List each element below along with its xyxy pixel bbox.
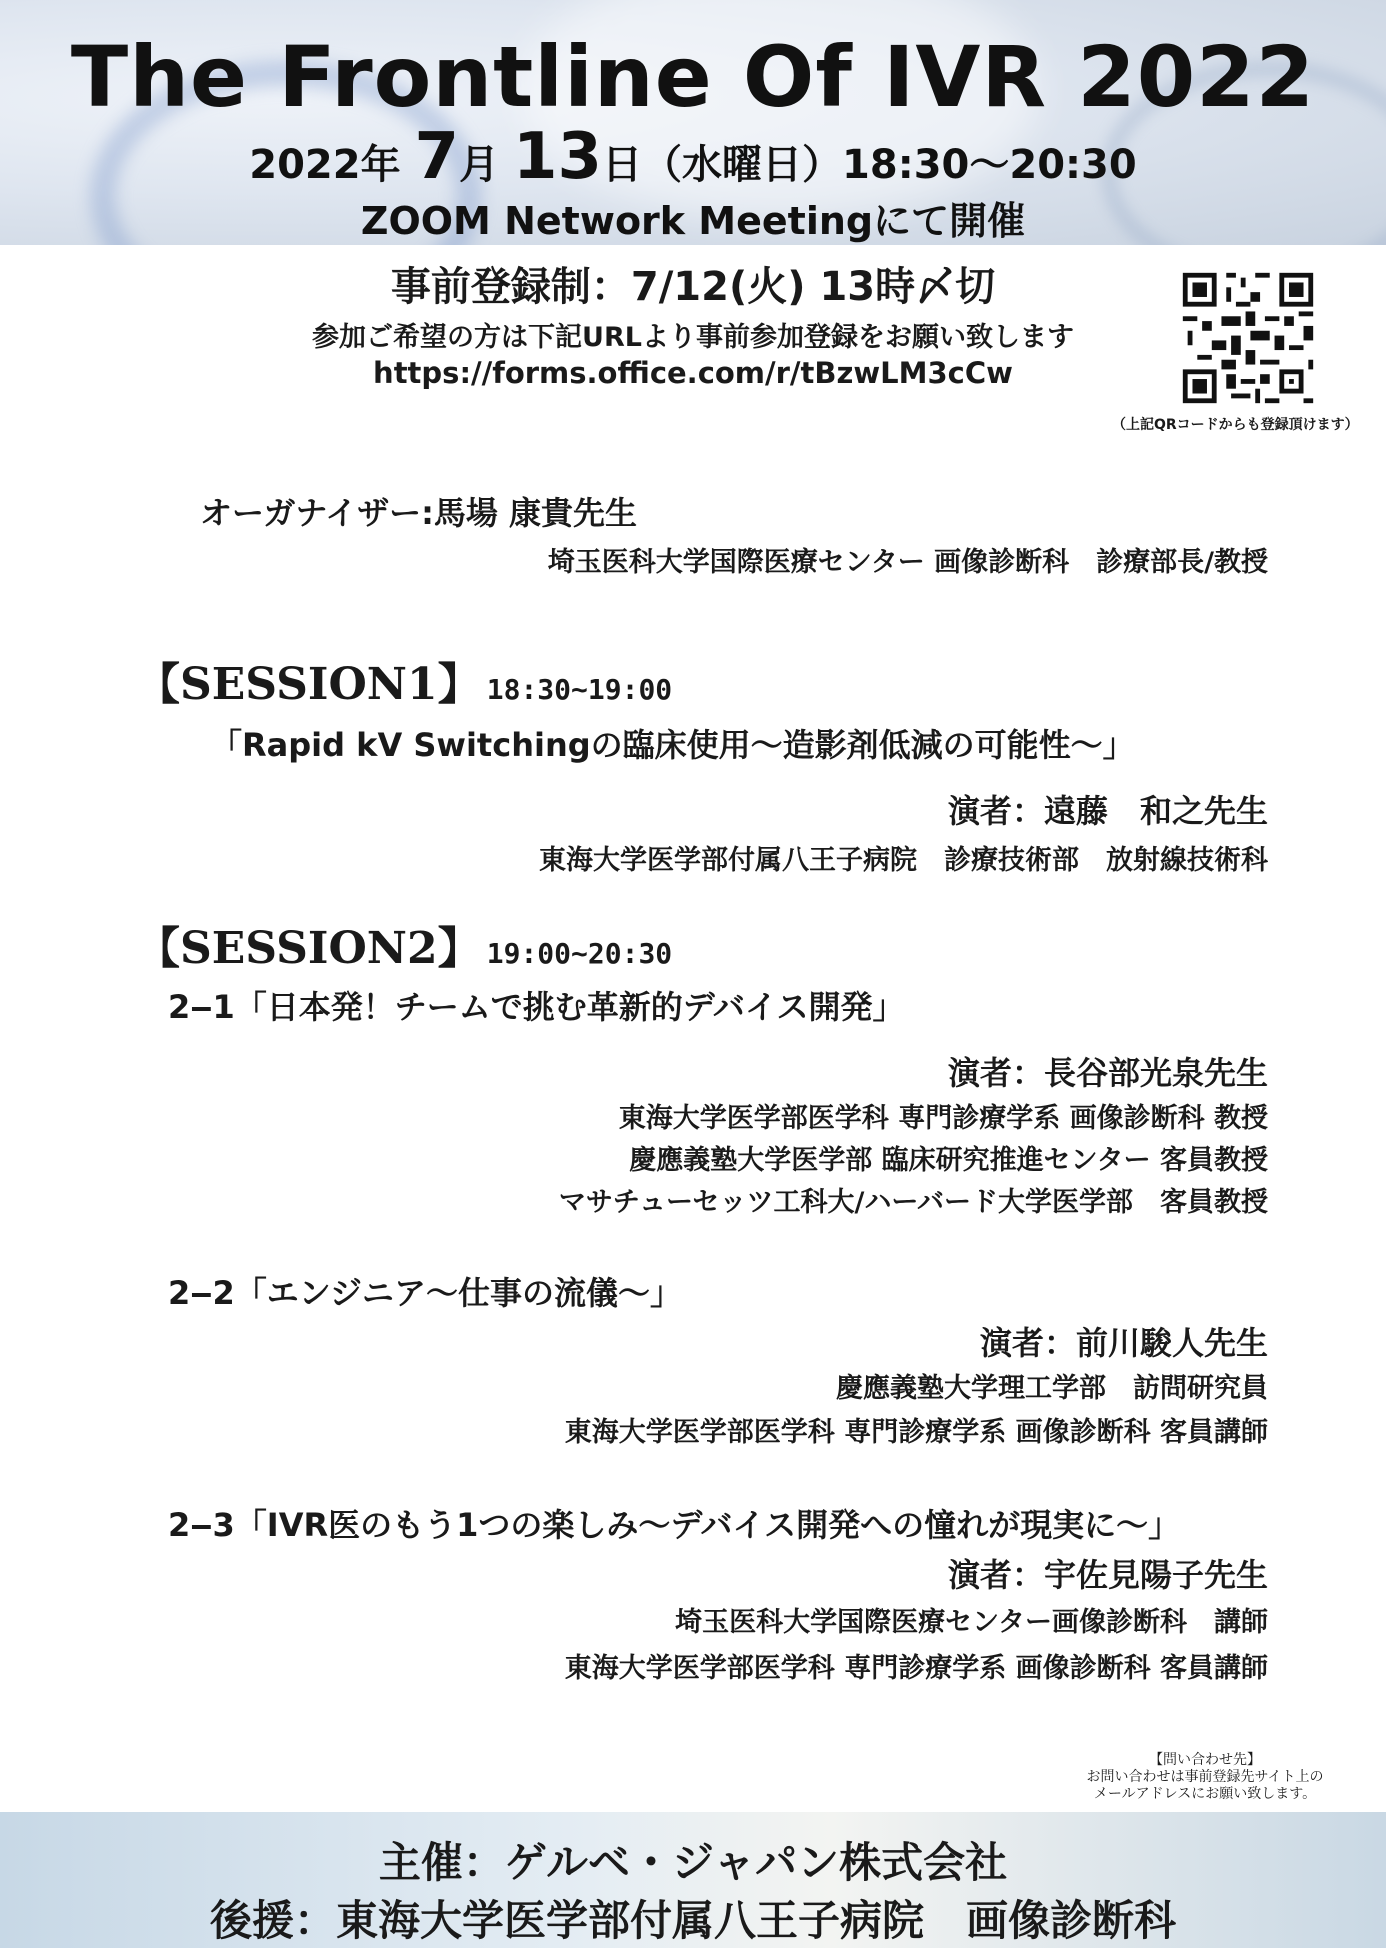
date-rest: 日（水曜日）18:30〜20:30 [602,142,1137,188]
date-month: 7 [414,120,460,194]
contact-info [1040,1752,1370,1803]
session2-time: 19:00~20:30 [486,937,673,970]
session1-header [136,648,672,712]
session1-talk-title: 「Rapid kV Switchingの臨床使用〜造影剤低減の可能性〜」 [210,726,1135,764]
talk-affiliation: 東海大学医学部医学科 専門診療学系 画像診断科 教授 [618,1103,1268,1134]
talk-affiliation: マサチューセッツ工科大/ハーバード大学医学部 客員教授 [558,1187,1268,1218]
registration-headline: 事前登録制：7/12(火) 13時〆切 [390,264,996,310]
talk-affiliation: 東海大学医学部医学科 専門診療学系 画像診断科 客員講師 [564,1417,1268,1448]
talk-speaker: 演者：前川駿人先生 [979,1324,1268,1362]
talk-affiliation: 東海大学医学部医学科 専門診療学系 画像診断科 客員講師 [564,1653,1268,1684]
host-line: 主催：ゲルベ・ジャパン株式会社 [378,1838,1008,1887]
date-month-suffix: 月 [459,142,500,188]
session1-affiliation: 東海大学医学部付属八王子病院 診療技術部 放射線技術科 [539,845,1268,876]
session1-speaker: 演者：遠藤 和之先生 [947,792,1268,830]
qr-note: （上記QRコードからも登録頂けます） [1112,417,1359,433]
date-year: 2022年 [249,142,401,188]
talk-title: 2‒2「エンジニア〜仕事の流儀〜」 [168,1274,682,1312]
organizer-affiliation: 埼玉医科大学国際医療センター 画像診断科 診療部長/教授 [547,547,1268,578]
event-date [0,120,1386,194]
organizer-line: オーガナイザー:馬場 康貴先生 [200,494,638,532]
support-line: 後援：東海大学医学部付属八王子病院 画像診断科 [209,1896,1176,1945]
talk-title: 2‒1「日本発！チームで挑む革新的デバイス開発」 [168,988,905,1026]
contact-line: お問い合わせは事前登録先サイト上の [1086,1769,1324,1785]
talk-title: 2‒3「IVR医のもう1つの楽しみ〜デバイス開発への憧れが現実に〜」 [168,1506,1181,1544]
header-banner [0,0,1386,245]
session2-header [136,912,672,976]
qr-code-icon[interactable] [1178,268,1318,408]
session2-label: 【SESSION2】 [136,923,482,974]
talk-speaker: 演者：長谷部光泉先生 [947,1054,1268,1092]
talk-affiliation: 埼玉医科大学国際医療センター画像診断科 講師 [675,1607,1268,1638]
session1-time: 18:30~19:00 [486,673,673,706]
contact-title: 【問い合わせ先】 [1149,1752,1261,1768]
registration-url[interactable]: https://forms.office.com/r/tBzwLM3cCw [373,356,1013,390]
contact-line: メールアドレスにお願い致します。 [1093,1786,1317,1802]
event-title: The Frontline Of IVR 2022 [70,28,1316,126]
registration-note: 参加ご希望の方は下記URLより事前参加登録をお願い致します [312,322,1074,353]
event-venue: ZOOM Network Meetingにて開催 [360,199,1026,243]
talk-speaker: 演者：宇佐見陽子先生 [947,1556,1268,1594]
footer-banner [0,1812,1386,1948]
talk-affiliation: 慶應義塾大学理工学部 訪問研究員 [836,1373,1268,1404]
date-day: 13 [513,120,603,194]
talk-affiliation: 慶應義塾大学医学部 臨床研究推進センター 客員教授 [629,1145,1268,1176]
session1-label: 【SESSION1】 [136,659,482,710]
